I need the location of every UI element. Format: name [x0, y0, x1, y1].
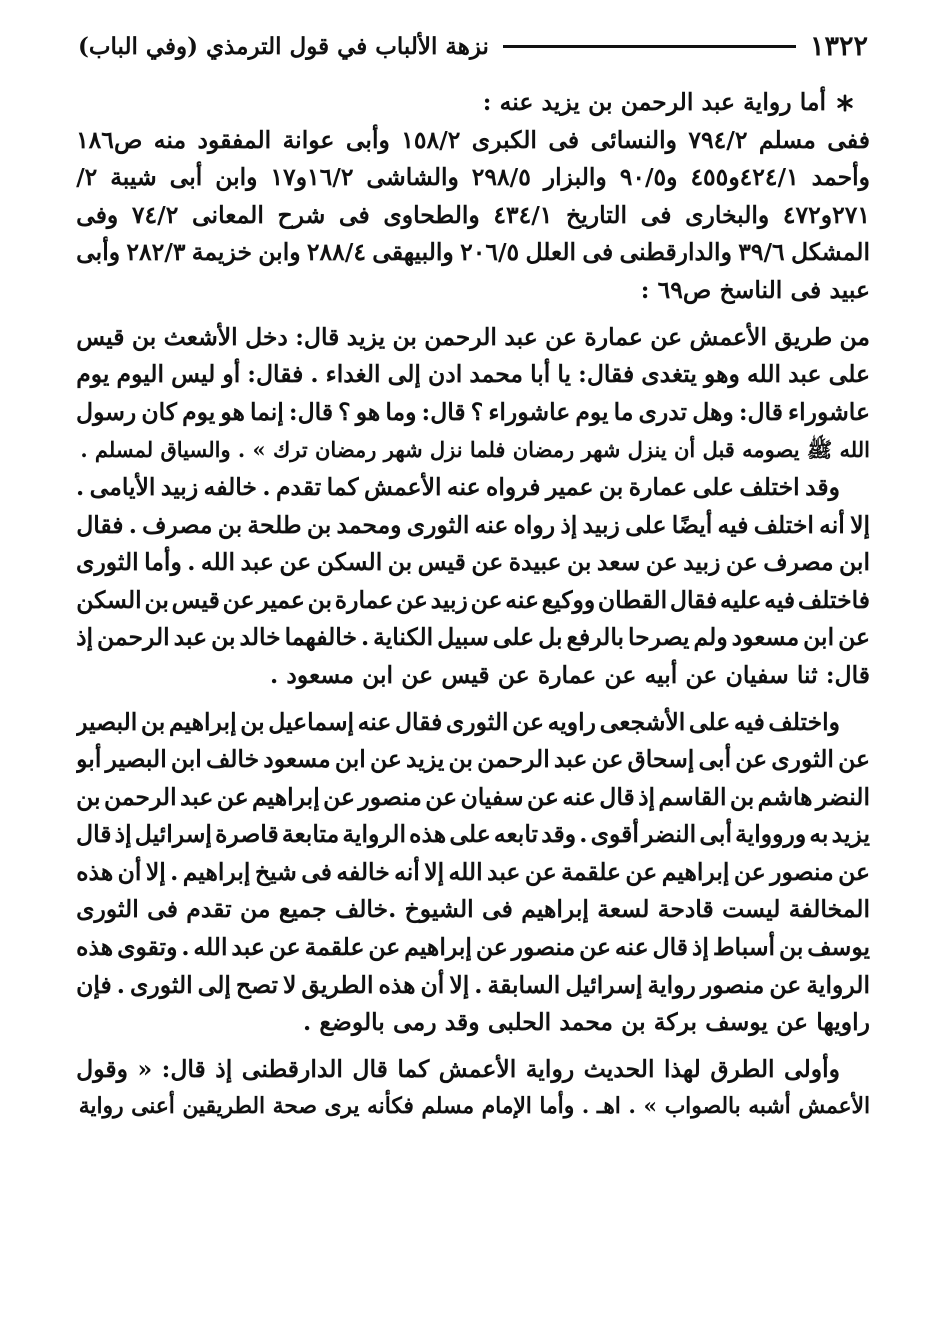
text-line: عاشوراء قال: وهل تدرى ما يوم عاشوراء ؟ قال: وما هو ؟ قال: إنما هو يوم كان رسول — [76, 397, 870, 426]
paragraph — [76, 122, 870, 310]
page-body — [76, 84, 870, 1126]
text-line: ففى مسلم ٧٩٤/٢ والنسائى فى الكبرى ١٥٨/٢ وأبى عوانة المفقود منه ص١٨٦ — [76, 125, 870, 154]
asterisk-icon — [836, 94, 854, 112]
text-line: فاختلف فيه عليه فقال القطان ووكيع عنه عن زبيد عن عمارة بن عمير عن قيس بن السكن — [76, 585, 870, 614]
paragraph-gap — [76, 1042, 870, 1051]
text-line: المشكل ٣٩/٦ والدارقطنى فى العلل ٢٠٦/٥ والبيهقى ٢٨٨/٤ وابن خزيمة ٢٨٢/٣ وأبى — [76, 238, 870, 267]
text-line: عن الثورى عن أبى إسحاق عن عبد الرحمن بن يزيد عن ابن مسعود خالف ابن البصير أبو — [76, 745, 870, 774]
text-line: وأحمد ٤٢٤/١و٤٥٥ و٩٠/٥ والبزار ٢٩٨/٥ والشاشى ١٦/٢و١٧ وابن أبى شيبة ٢/ — [76, 163, 870, 192]
running-title: نزهة الألباب في قول الترمذي (وفي الباب) — [78, 32, 489, 60]
page-header — [78, 24, 868, 68]
text-line: الأعمش أشبه بالصواب » . اهـ . وأما الإمام مسلم فكأنه يرى صحة الطريقين أعنى رواية — [78, 1094, 870, 1120]
paragraphs — [76, 122, 870, 1126]
text-line: النضر هاشم بن القاسم إذ قال عنه عن سفيان عن منصور عن إبراهيم عن عبد الرحمن بن — [76, 782, 870, 811]
text-line: قال: ثنا سفيان عن أبيه عن عمارة عن قيس عن ابن مسعود . — [270, 660, 870, 689]
header-rule — [503, 45, 796, 48]
text-line: وقد اختلف على عمارة بن عمير فرواه عنه الأعمش كما تقدم . خالفه زبيد الأيامى . — [76, 472, 840, 501]
paragraph — [76, 704, 870, 1042]
text-line: ابن مصرف عن زبيد عن سعد بن عبيدة عن قيس بن السكن عن عبد الله . وأما الثورى — [76, 548, 870, 577]
paragraph-gap — [76, 695, 870, 704]
paragraph — [76, 469, 870, 695]
text-line: عن منصور عن إبراهيم عن علقمة عن عبد الله إلا أنه خالفه فى شيخ إبراهيم . إلا أن هذه — [76, 857, 870, 886]
text-line: الله ﷺ يصومه قبل أن ينزل شهر رمضان فلما نزل شهر رمضان ترك » . والسياق لمسلم . — [80, 437, 870, 463]
text-line: الرواية عن منصور رواية إسرائيل السابقة . إلا أن هذه الطريق لا تصح إلى الثورى . فإن — [76, 970, 870, 999]
text-line: واختلف فيه على الأشجعى راويه عن الثورى فقال عنه إسماعيل بن إبراهيم بن البصير — [76, 707, 840, 736]
text-line: وأولى الطرق لهذا الحديث رواية الأعمش كما قال الدارقطنى إذ قال: « وقول — [76, 1054, 840, 1083]
text-line: عن ابن مسعود ولم يصرحا بالرفع بل على سبيل الكناية . خالفهما خالد بن عبد الرحمن إذ — [76, 623, 870, 652]
text-line: على عبد الله وهو يتغدى فقال: يا أبا محمد ادن إلى الغداء . فقال: أو ليس اليوم يوم — [76, 360, 870, 389]
section-heading — [76, 84, 854, 122]
paragraph-gap — [76, 310, 870, 319]
text-line: إلا أنه اختلف فيه أيضًا على زبيد إذ رواه عنه الثورى ومحمد بن طلحة بن مصرف . فقال — [76, 510, 870, 539]
text-line: المخالفة ليست قادحة لسعة إبراهيم فى الشيوخ .خالف جميع من تقدم فى الثورى — [76, 895, 870, 924]
paragraph — [76, 319, 870, 469]
paragraph — [76, 1051, 870, 1126]
text-line: راويها عن يوسف بركة بن محمد الحلبى وقد رمى بالوضع . — [303, 1008, 870, 1037]
text-line: يوسف بن أسباط إذ قال عنه عن منصور عن إبراهيم عن علقمة عن عبد الله . وتقوى هذه — [76, 933, 870, 962]
page-number: ١٣٢٢ — [809, 30, 868, 62]
text-line: ٢٧١و٤٧٢ والبخارى فى التاريخ ٤٣٤/١ والطحاوى فى شرح المعانى ٧٤/٢ وفى — [76, 200, 870, 229]
text-line: من طريق الأعمش عن عمارة عن عبد الرحمن بن يزيد قال: دخل الأشعث بن قيس — [76, 322, 870, 351]
text-line: يزيد به وروواية أبى النضر أقوى . وقد تابعه على هذه الرواية متابعة قاصرة إسرائيل إذ قال — [76, 820, 870, 849]
text-line: عبيد فى الناسخ ص٦٩ : — [640, 275, 870, 304]
section-heading-text: أما رواية عبد الرحمن بن يزيد عنه : — [482, 88, 826, 116]
